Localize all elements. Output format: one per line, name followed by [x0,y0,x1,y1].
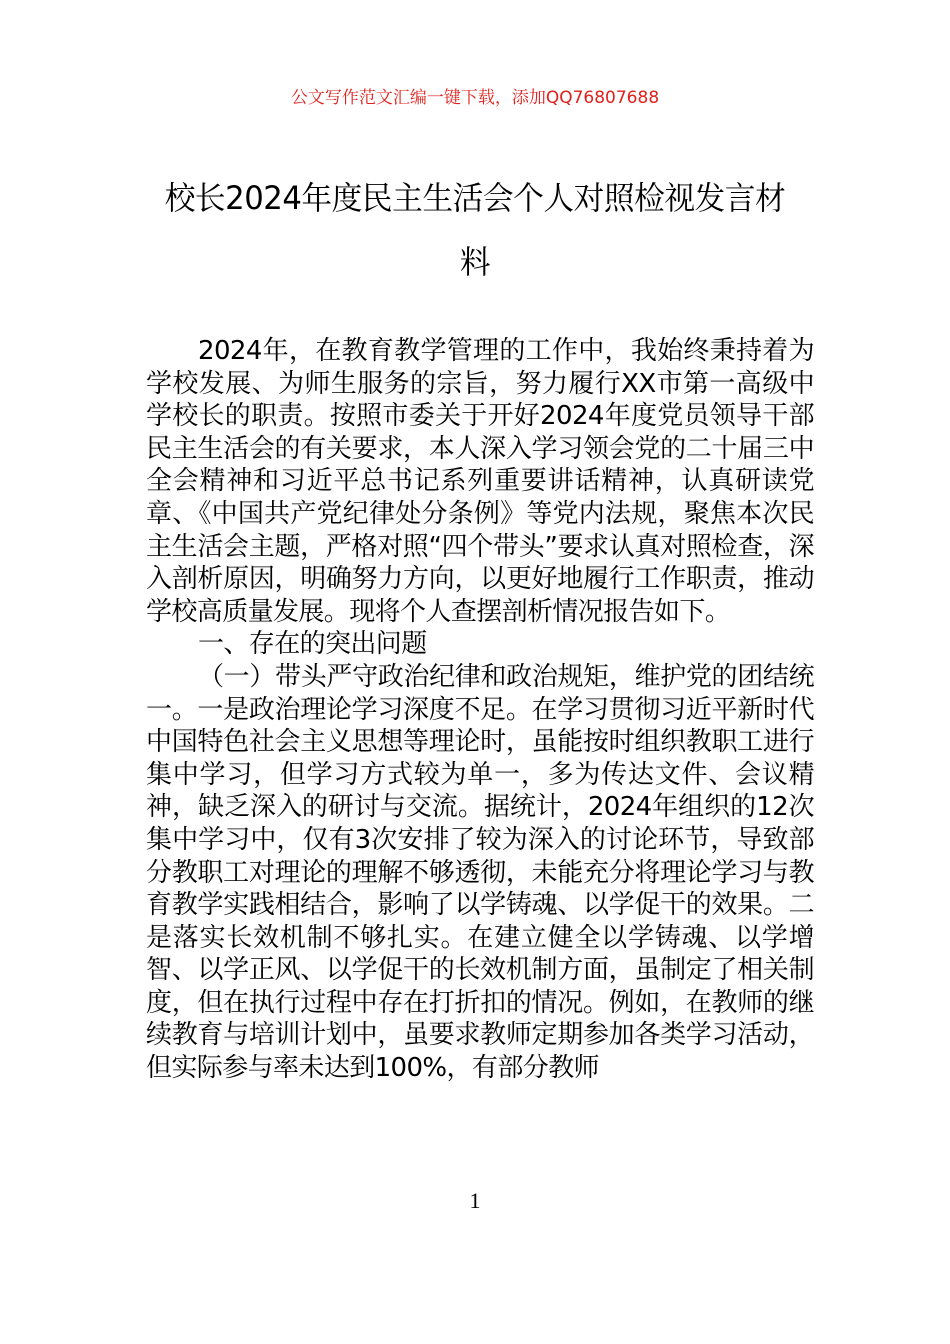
page-number: 1 [469,1188,481,1213]
intro-paragraph: 2024年，在教育教学管理的工作中，我始终秉持着为学校发展、为师生服务的宗旨，努力履行XX市第一高级中学校长的职责。按照市委关于开好2024年度党员领导干部民主生活会的有关要求，本人深入学习领会党的二十届三中全会精神和习近平总书记系列重要讲话精神，认真研读党章、《中国共产党纪律处分条例》等党内法规，聚焦本次民主生活会主题，严格对照“四个带头”要求认真对照检查，深入剖析原因，明确努力方向，以更好地履行工作职责，推动学校高质量发展。现将个人查摆剖析情况报告如下。 [146,336,814,627]
watermark-banner: 公文写作范文汇编一键下载，添加QQ76807688 [290,88,660,108]
body-paragraph: （一）带头严守政治纪律和政治规矩，维护党的团结统一。一是政治理论学习深度不足。在学习贯彻习近平新时代中国特色社会主义思想等理论时，虽能按时组织教职工进行集中学习，但学习方式较为单一，多为传达文件、会议精神，缺乏深入的研讨与交流。据统计，2024年组织的12次集中学习中，仅有3次安排了较为深入的讨论环节，导致部分教职工对理论的理解不够透彻，未能充分将理论学习与教育教学实践相结合，影响了以学铸魂、以学促干的效果。二是落实长效机制不够扎实。在建立健全以学铸魂、以学增智、以学正风、以学促干的长效机制方面，虽制定了相关制度，但在执行过程中存在打折扣的情况。例如，在教师的继续教育与培训计划中，虽要求教师定期参加各类学习活动，但实际参与率未达到100%，有部分教师 [146,661,814,1084]
document-title: 校长2024年度民主生活会个人对照检视发言材料 [164,179,786,281]
document-body [146,335,814,1085]
section-heading: 一、存在的突出问题 [198,629,427,660]
